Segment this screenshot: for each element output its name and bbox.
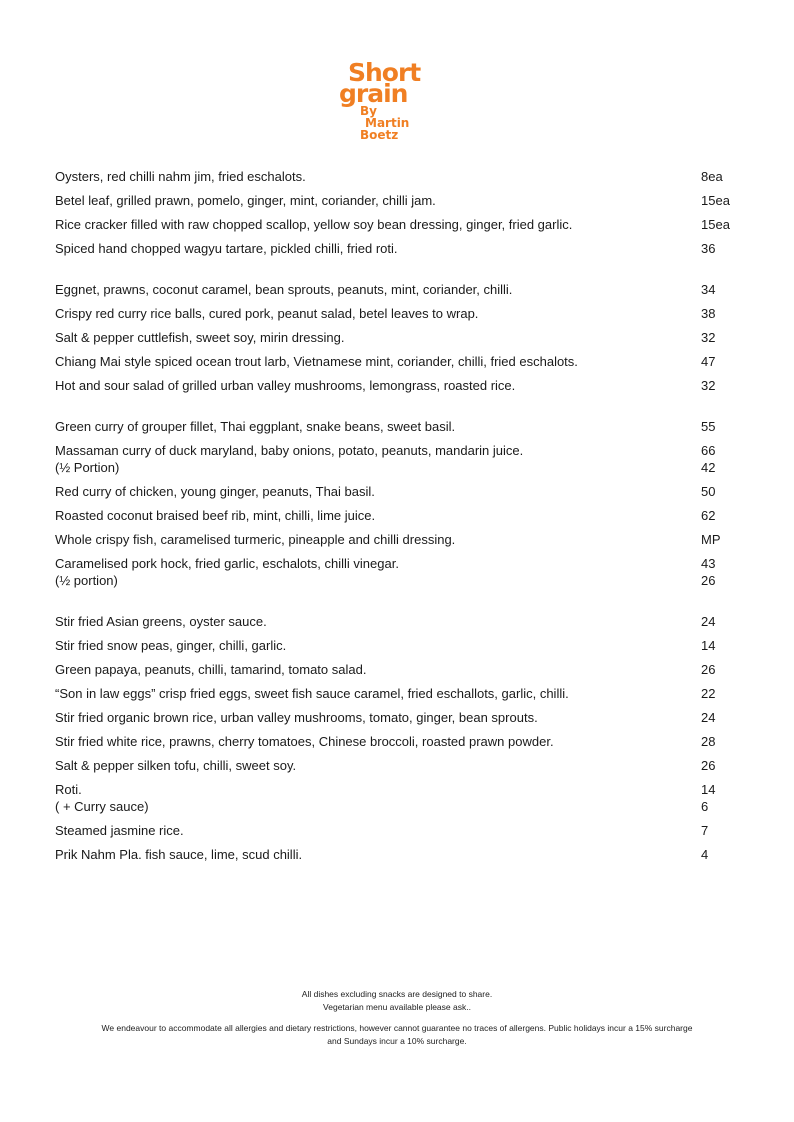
- menu-item: [55, 418, 725, 435]
- menu-item-price: [701, 781, 725, 815]
- menu-item: [55, 377, 725, 394]
- menu-item: [55, 168, 725, 185]
- dish-price: 36: [701, 241, 716, 256]
- dish-price: 22: [701, 686, 716, 701]
- dish-price: 15ea: [701, 217, 730, 232]
- menu-item-price: [701, 377, 725, 394]
- menu-item-description: [55, 418, 455, 435]
- menu-item-description: [55, 192, 436, 209]
- menu-item-description: [55, 483, 375, 500]
- dish-price: 8ea: [701, 169, 723, 184]
- dish-price: 55: [701, 419, 716, 434]
- menu-item-price: [701, 709, 725, 726]
- menu-item: [55, 329, 725, 346]
- menu-item-description: [55, 377, 515, 394]
- logo-line: Short: [348, 58, 421, 87]
- dish-name: Oysters, red chilli nahm jim, fried eschalots.: [55, 169, 306, 184]
- footer-line: We endeavour to accommodate all allergies and dietary restrictions, however cannot guarantee no traces of allergens. Public holidays incur a 15% surcharge: [101, 1023, 693, 1033]
- menu-item-price: [701, 733, 725, 750]
- menu-item-description: [55, 329, 345, 346]
- menu-item-description: [55, 442, 523, 476]
- dish-price: 28: [701, 734, 716, 749]
- menu-section: [55, 168, 730, 257]
- menu-item: [55, 507, 725, 524]
- menu-item: [55, 483, 725, 500]
- menu-item-description: [55, 709, 538, 726]
- dish-price: 66: [701, 443, 716, 458]
- menu-item: [55, 531, 725, 548]
- dish-price: MP: [701, 532, 721, 547]
- dish-price: 26: [701, 758, 716, 773]
- menu-item-description: [55, 822, 184, 839]
- dish-price: 38: [701, 306, 716, 321]
- menu-item: [55, 709, 725, 726]
- dish-price: 14: [701, 782, 716, 797]
- menu-item: [55, 757, 725, 774]
- menu-item: [55, 442, 725, 476]
- dish-price: 24: [701, 614, 716, 629]
- dish-name: Rice cracker filled with raw chopped scallop, yellow soy bean dressing, ginger, fried garlic.: [55, 217, 573, 232]
- dish-price: 50: [701, 484, 716, 499]
- dish-name: Red curry of chicken, young ginger, peanuts, Thai basil.: [55, 484, 375, 499]
- menu-item-price: [701, 483, 725, 500]
- dish-name: Salt & pepper cuttlefish, sweet soy, mirin dressing.: [55, 330, 345, 345]
- menu-item-description: [55, 733, 554, 750]
- dish-name: Prik Nahm Pla. fish sauce, lime, scud chilli.: [55, 847, 303, 862]
- menu-section: [55, 281, 725, 394]
- dish-name: Green curry of grouper fillet, Thai eggplant, snake beans, sweet basil.: [55, 419, 456, 434]
- menu-item-description: [55, 781, 149, 815]
- menu-item-price: [701, 353, 725, 370]
- menu-item-price: [701, 661, 725, 678]
- dish-price: 47: [701, 354, 716, 369]
- menu-item-price: [701, 216, 730, 233]
- dish-option: (½ portion): [55, 573, 118, 588]
- menu-item-price: [701, 240, 725, 257]
- dish-name: Caramelised pork hock, fried garlic, eschalots, chilli vinegar.: [55, 556, 399, 571]
- logo-line: grain: [339, 79, 408, 108]
- menu-item-description: [55, 846, 302, 863]
- menu-item: [55, 661, 725, 678]
- dish-option-price: 6: [701, 799, 709, 814]
- menu-item-description: [55, 555, 399, 589]
- menu-item-description: [55, 168, 306, 185]
- dish-price: 26: [701, 662, 716, 677]
- dish-name: Chiang Mai style spiced ocean trout larb, Vietnamese mint, coriander, chilli, fried eschalots.: [55, 354, 578, 369]
- dish-name: Betel leaf, grilled prawn, pomelo, ginger, mint, coriander, chilli jam.: [55, 193, 436, 208]
- dish-price: 4: [701, 847, 709, 862]
- menu-item-price: [701, 822, 725, 839]
- menu-item-price: [701, 168, 725, 185]
- menu-item-price: [701, 531, 725, 548]
- menu-item-price: [701, 418, 725, 435]
- menu-item-price: [701, 757, 725, 774]
- dish-option-price: 42: [701, 460, 716, 475]
- dish-name: “Son in law eggs” crisp fried eggs, sweet fish sauce caramel, fried eschallots, garlic, chilli.: [55, 686, 569, 701]
- dish-name: Stir fried Asian greens, oyster sauce.: [55, 614, 267, 629]
- dish-name: Roasted coconut braised beef rib, mint, chilli, lime juice.: [55, 508, 376, 523]
- menu-item: [55, 281, 725, 298]
- dish-price: 24: [701, 710, 716, 725]
- dish-name: Stir fried white rice, prawns, cherry tomatoes, Chinese broccoli, roasted prawn powder.: [55, 734, 554, 749]
- menu-item-price: [701, 507, 725, 524]
- menu-item: [55, 685, 725, 702]
- menu-list: [55, 168, 730, 887]
- menu-item-description: [55, 531, 455, 548]
- menu-item: [55, 637, 725, 654]
- dish-price: 32: [701, 378, 716, 393]
- dish-price: 14: [701, 638, 716, 653]
- menu-item-price: [701, 305, 725, 322]
- dish-name: Whole crispy fish, caramelised turmeric, pineapple and chilli dressing.: [55, 532, 456, 547]
- dish-name: Massaman curry of duck maryland, baby onions, potato, peanuts, mandarin juice.: [55, 443, 524, 458]
- dish-option-price: 26: [701, 573, 716, 588]
- menu-section: [55, 613, 725, 863]
- dish-price: 15ea: [701, 193, 730, 208]
- menu-item-description: [55, 637, 286, 654]
- dish-price: 32: [701, 330, 716, 345]
- menu-item: [55, 781, 725, 815]
- menu-item-price: [701, 685, 725, 702]
- menu-item-description: [55, 281, 512, 298]
- menu-item-description: [55, 757, 296, 774]
- menu-item: [55, 613, 725, 630]
- menu-item: [55, 733, 725, 750]
- menu-item-description: [55, 661, 366, 678]
- logo-line: Martin: [365, 116, 410, 130]
- dish-name: Roti.: [55, 782, 82, 797]
- menu-item: [55, 353, 725, 370]
- menu-item-description: [55, 216, 572, 233]
- menu-item-description: [55, 240, 398, 257]
- dish-option: ( + Curry sauce): [55, 799, 149, 814]
- menu-item-price: [701, 442, 725, 476]
- menu-item: [55, 305, 725, 322]
- dish-name: Hot and sour salad of grilled urban valley mushrooms, lemongrass, roasted rice.: [55, 378, 516, 393]
- menu-item: [55, 846, 725, 863]
- menu-item: [55, 240, 725, 257]
- footer-line: and Sundays incur a 10% surcharge.: [327, 1036, 467, 1046]
- dish-name: Stir fried snow peas, ginger, chilli, garlic.: [55, 638, 287, 653]
- menu-item-price: [701, 192, 730, 209]
- menu-item-description: [55, 613, 267, 630]
- dish-name: Steamed jasmine rice.: [55, 823, 184, 838]
- menu-item-description: [55, 305, 478, 322]
- dish-price: 62: [701, 508, 716, 523]
- dish-name: Eggnet, prawns, coconut caramel, bean sprouts, peanuts, mint, coriander, chilli.: [55, 282, 513, 297]
- dish-name: Salt & pepper silken tofu, chilli, sweet soy.: [55, 758, 297, 773]
- dish-name: Stir fried organic brown rice, urban valley mushrooms, tomato, ginger, bean sprouts.: [55, 710, 538, 725]
- dish-price: 34: [701, 282, 716, 297]
- restaurant-logo: [339, 60, 431, 141]
- menu-item-description: [55, 685, 569, 702]
- menu-item: [55, 216, 730, 233]
- menu-item-price: [701, 281, 725, 298]
- menu-item-price: [701, 613, 725, 630]
- dish-price: 7: [701, 823, 709, 838]
- dish-price: 43: [701, 556, 716, 571]
- logo-line: Boetz: [360, 128, 399, 142]
- menu-item-price: [701, 637, 725, 654]
- menu-item-price: [701, 846, 725, 863]
- menu-item: [55, 555, 725, 589]
- menu-item-price: [701, 555, 725, 589]
- footer-line: Vegetarian menu available please ask..: [323, 1002, 471, 1012]
- menu-item: [55, 822, 725, 839]
- dish-option: (½ Portion): [55, 460, 120, 475]
- dish-name: Spiced hand chopped wagyu tartare, pickled chilli, fried roti.: [55, 241, 398, 256]
- footer-notes: [0, 988, 794, 1048]
- menu-section: [55, 418, 725, 589]
- footer-line: All dishes excluding snacks are designed to share.: [301, 989, 493, 999]
- dish-name: Green papaya, peanuts, chilli, tamarind, tomato salad.: [55, 662, 367, 677]
- logo-line: By: [360, 104, 377, 118]
- menu-item-price: [701, 329, 725, 346]
- dish-name: Crispy red curry rice balls, cured pork, peanut salad, betel leaves to wrap.: [55, 306, 479, 321]
- menu-item-description: [55, 507, 375, 524]
- menu-item: [55, 192, 730, 209]
- menu-item-description: [55, 353, 578, 370]
